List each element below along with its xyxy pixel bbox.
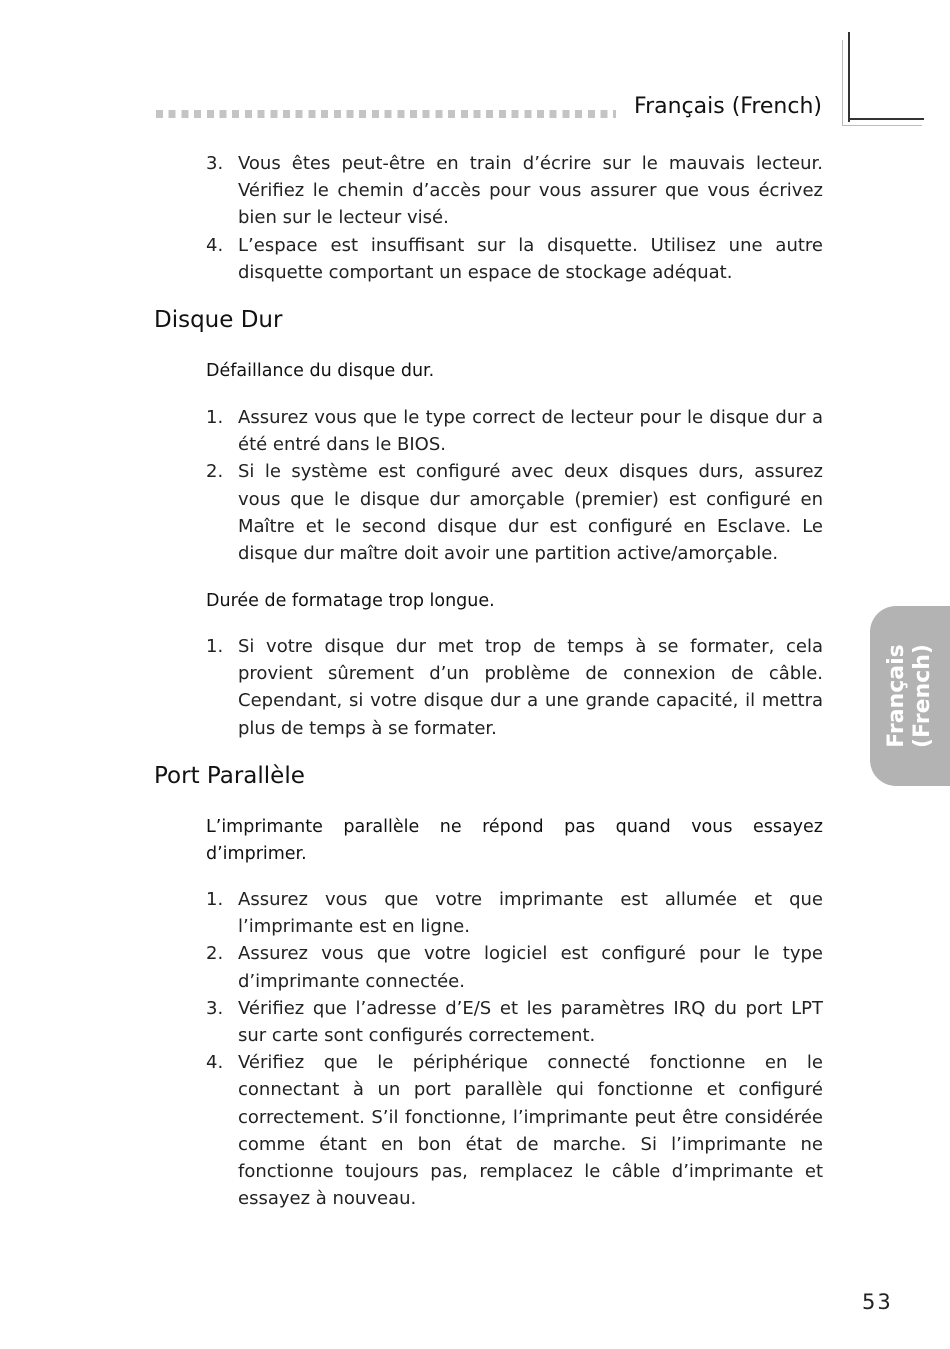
defaillance-steps-list (206, 404, 823, 567)
header-title: Français (French) (634, 94, 822, 119)
list-item-number: 1. (206, 889, 224, 910)
list-item-text: Si votre disque dur met trop de temps à se formater, cela provient sûrement d’un problème de connexion de câble. Cependant, si votre disque dur a une grande capacité, il mettra plus de temps à se formater. (238, 636, 823, 739)
header-corner-shadow-horizontal (842, 125, 922, 126)
list-item-number: 1. (206, 636, 224, 657)
problem-title-defaillance: Défaillance du disque dur. (206, 361, 435, 381)
list-item (206, 995, 823, 1049)
list-item-text: Vérifiez que l’adresse d’E/S et les paramètres IRQ du port LPT sur carte sont configurés correctement. (238, 997, 823, 1047)
list-item-text: Vérifiez que le périphérique connecté fonctionne en le connectant à un port parallèle qui fonctionne et configuré correctement. S’il fonctionne, l’imprimante peut être considérée comme étant en bon état de marche. Si l’imprimante ne fonctionne toujours pas, remplacez le câble d’imprimante et essayez à nouveau. (238, 1052, 823, 1210)
header-corner-horizontal-line (848, 118, 924, 120)
list-item (206, 633, 823, 742)
list-item-number: 4. (206, 1052, 224, 1074)
imprimante-steps-list (206, 886, 823, 1212)
list-item-text: Si le système est configuré avec deux disques durs, assurez vous que le disque dur amorçable (premier) est configuré en Maître et le second disque dur est configuré en Esclave. Le disque dur maître doit avoir une partition active/amorçable. (238, 461, 823, 565)
list-item (206, 940, 823, 994)
side-language-tab (870, 606, 950, 786)
page-number: 53 (862, 1290, 893, 1314)
side-tab-label (884, 644, 936, 748)
header-corner-shadow-vertical (842, 40, 843, 126)
list-item-text: Assurez vous que votre logiciel est configuré pour le type d’imprimante connectée. (238, 943, 823, 992)
section-heading-disque-dur: Disque Dur (154, 307, 283, 333)
list-item-text: Vous êtes peut-être en train d’écrire sur le mauvais lecteur. Vérifiez le chemin d’accès pour vous assurer que vous écrivez bien sur le lecteur visé. (238, 153, 823, 229)
header-dotted-rule (156, 110, 616, 118)
list-item-text: Assurez vous que le type correct de lecteur pour le disque dur a été entré dans le BIOS. (238, 407, 823, 456)
header-corner-vertical-line (848, 32, 850, 122)
list-item-number: 3. (206, 997, 224, 1019)
list-item (206, 886, 823, 940)
list-item-text: L’espace est insuffisant sur la disquette. Utilisez une autre disquette comportant un espace de stockage adéquat. (238, 234, 823, 283)
list-item-text: Assurez vous que votre imprimante est allumée et que l’imprimante est en ligne. (238, 889, 823, 938)
list-item (206, 458, 823, 567)
list-item-number: 2. (206, 461, 224, 483)
list-item (206, 150, 823, 232)
list-item-number: 3. (206, 153, 224, 174)
problem-title-duree-formatage: Durée de formatage trop longue. (206, 591, 495, 611)
problem-title-imprimante: L’imprimante parallèle ne répond pas quand vous essayez d’imprimer. (206, 817, 823, 864)
side-tab-line2: (French) (910, 644, 935, 748)
list-item (206, 404, 823, 458)
side-tab-line1: Français (884, 644, 909, 748)
intro-list (206, 150, 823, 286)
list-item (206, 232, 823, 286)
formatage-steps-list (206, 633, 823, 742)
list-item (206, 1049, 823, 1212)
list-item-number: 1. (206, 407, 224, 428)
section-heading-port-parallele: Port Parallèle (154, 763, 305, 789)
list-item-number: 4. (206, 234, 224, 256)
list-item-number: 2. (206, 943, 224, 965)
